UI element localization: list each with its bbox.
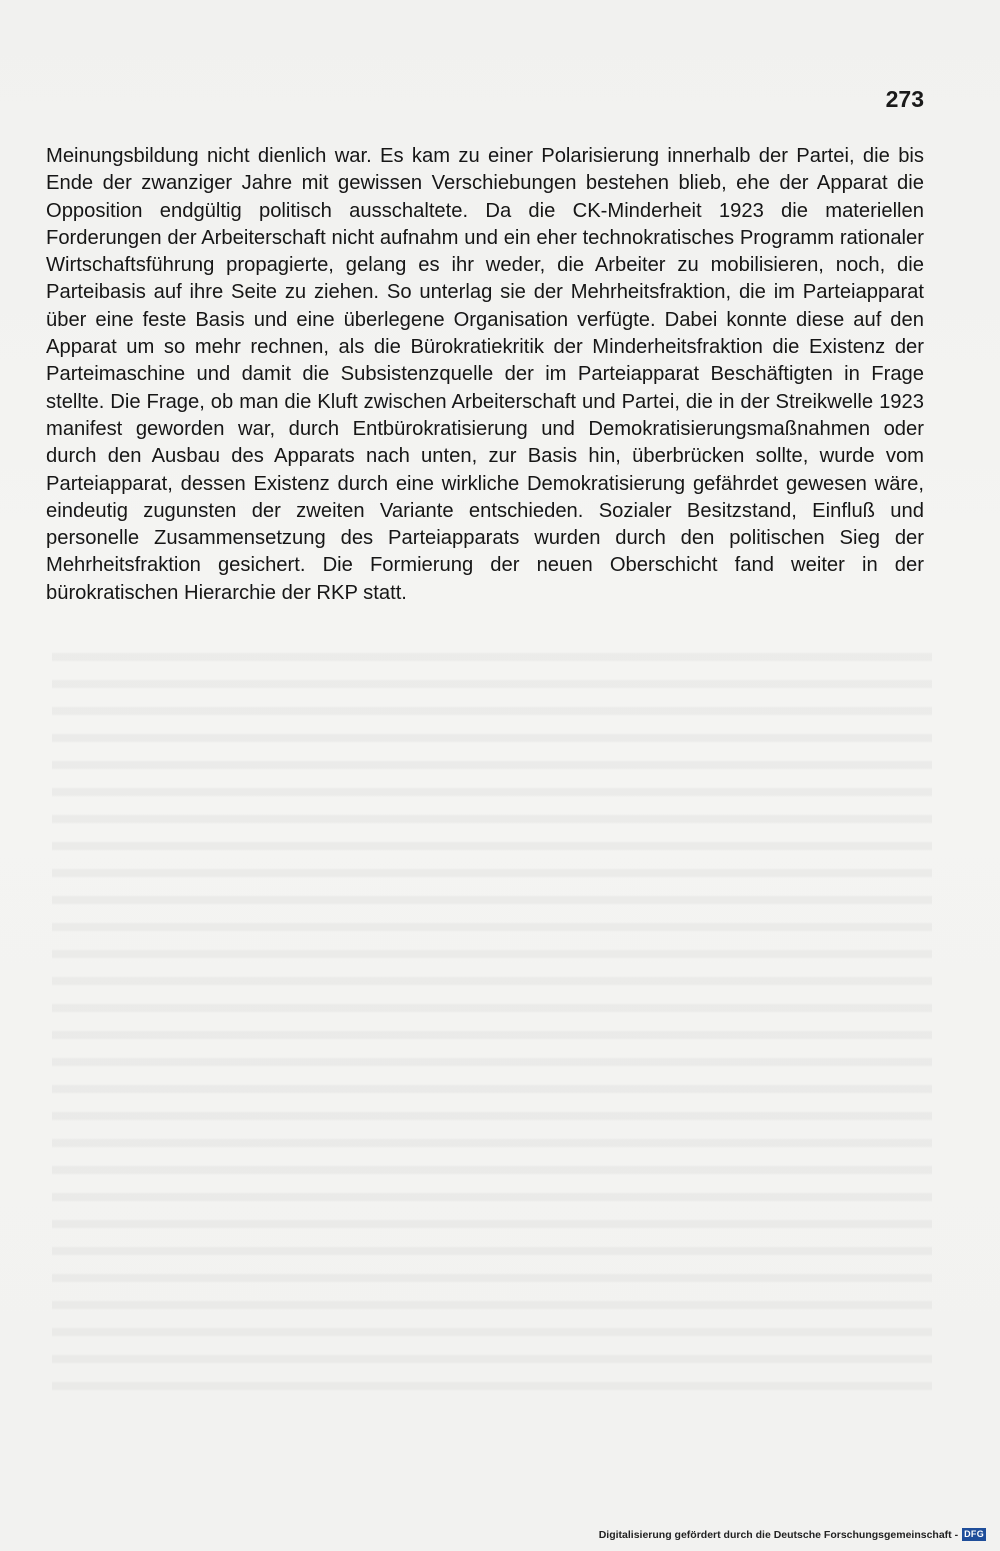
show-through-text [52,640,932,1400]
body-paragraph: Meinungsbildung nicht dienlich war. Es kam zu einer Polarisierung innerhalb der Partei, die bis Ende der zwanziger Jahre mit gewissen Verschiebungen bestehen blieb, ehe der Apparat die Opposition endgültig politisch ausschaltete. Da die CK-Minderheit 1923 die materiellen Forderungen der Arbeiterschaft nicht aufnahm und ein eher technokratisches Programm rationaler Wirtschaftsführung propagierte, gelang es ihr weder, die Arbeiter zu mobilisieren, noch, die Parteibasis auf ihre Seite zu ziehen. So unterlag sie der Mehrheitsfraktion, die im Parteiapparat über eine feste Basis und eine überlegene Organisation verfügte. Dabei konnte diese auf den Apparat um so mehr rechnen, als die Bürokratiekritik der Minderheitsfraktion die Existenz der Parteimaschine und damit die Subsistenzquelle der im Parteiapparat Beschäftigten in Frage stellte. Die Frage, ob man die Kluft zwischen Arbeiterschaft und Partei, die in der Streikwelle 1923 manifest geworden war, durch Entbürokratisierung und Demokratisierungsmaßnahmen oder durch den Ausbau des Apparats nach unten, zur Basis hin, überbrücken sollte, wurde vom Parteiapparat, dessen Existenz durch eine wirkliche Demokratisierung gefährdet gewesen wäre, eindeutig zugunsten der zweiten Variante entschieden. Sozialer Besitzstand, Einfluß und personelle Zusammensetzung des Parteiapparats wurden durch den politischen Sieg der Mehrheitsfraktion gesichert. Die Formierung der neuen Oberschicht fand weiter in der bürokratischen Hierarchie der RKP statt. [46,145,924,604]
digitization-footer [599,1528,986,1541]
page-number: 273 [885,86,924,112]
footer-credit-text: Digitalisierung gefördert durch die Deutsche Forschungsgemeinschaft - [598,1528,959,1541]
dfg-logo-icon: DFG [964,1529,984,1539]
